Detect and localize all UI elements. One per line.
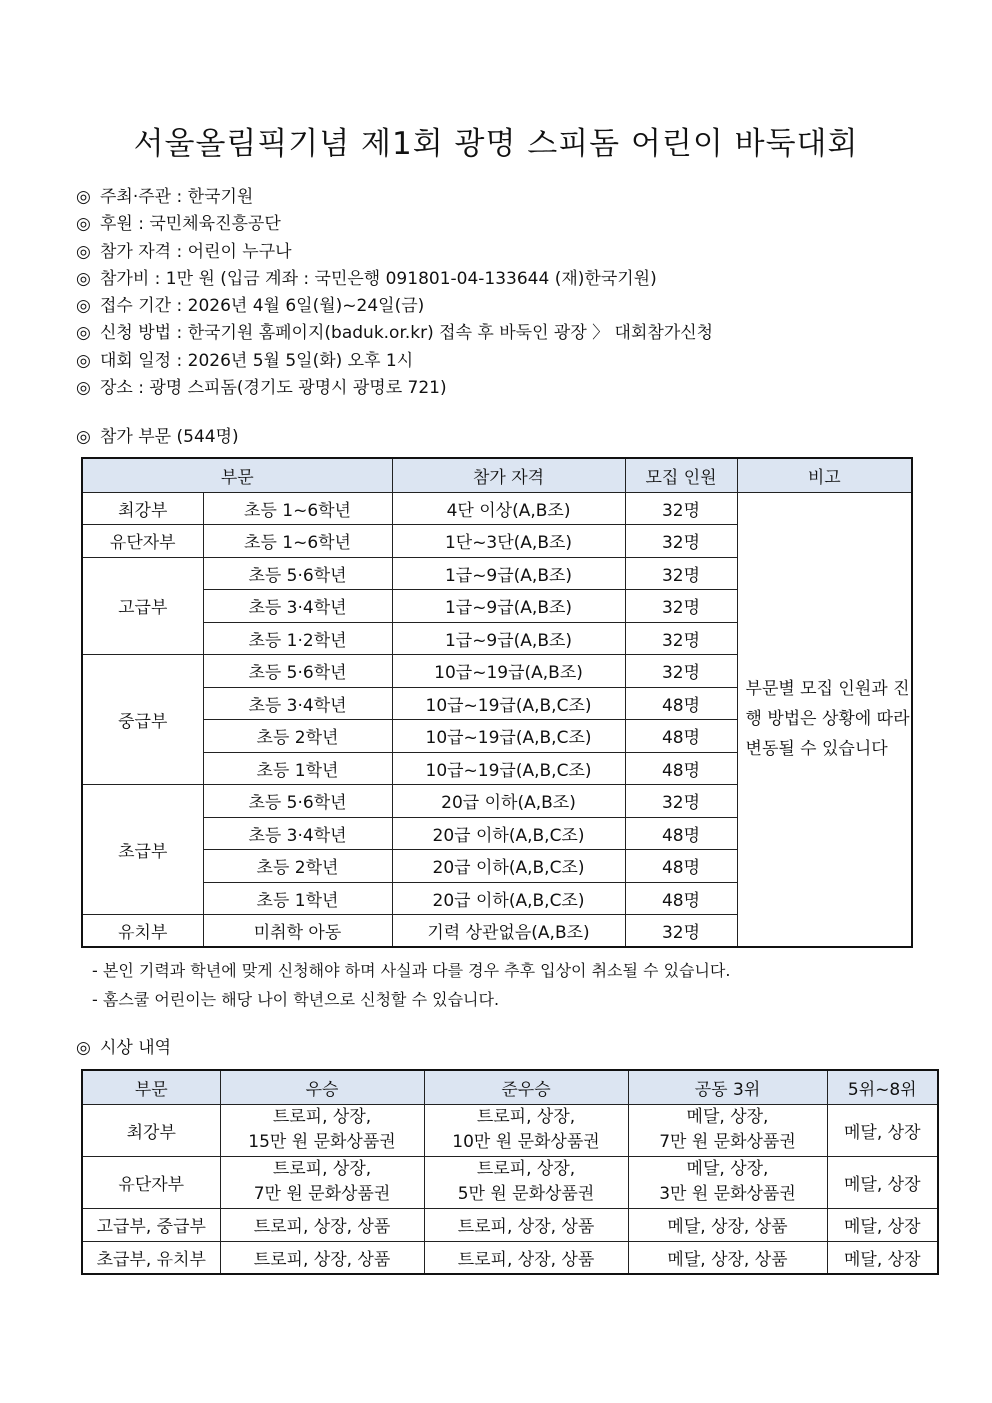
level-cell: 10급~19급(A,B,C조) (392, 687, 625, 720)
second-prize-cell: 트로피, 상장, 상품 (424, 1241, 628, 1274)
info-item-host: ◎ 주최·주관 : 한국기원 (76, 184, 936, 211)
count-cell: 48명 (625, 687, 737, 720)
level-cell: 4단 이상(A,B조) (392, 492, 625, 525)
level-cell: 20급 이하(A,B,C조) (392, 882, 625, 915)
grade-cell: 초등 5·6학년 (203, 655, 392, 688)
level-cell: 20급 이하(A,B조) (392, 785, 625, 818)
awards-section-heading: ◎ 시상 내역 (76, 1038, 172, 1058)
division-cell: 유단자부 (82, 1156, 220, 1208)
third-prize-cell: 메달, 상장, 3만 원 문화상품권 (628, 1156, 827, 1208)
header-fifth-eighth: 5위~8위 (827, 1070, 938, 1104)
notes (92, 956, 730, 1014)
count-cell: 32명 (625, 622, 737, 655)
header-eligibility: 참가 자격 (392, 458, 625, 492)
level-cell: 1단~3단(A,B조) (392, 525, 625, 558)
division-cell: 최강부 (82, 1104, 220, 1156)
level-cell: 10급~19급(A,B,C조) (392, 720, 625, 753)
grade-cell: 초등 5·6학년 (203, 557, 392, 590)
bullet-icon: ◎ (76, 427, 91, 447)
header-division: 부문 (82, 1070, 220, 1104)
info-item-eligibility: ◎ 참가 자격 : 어린이 누구나 (76, 239, 936, 266)
bullet-icon: ◎ (76, 268, 91, 289)
third-prize-cell: 메달, 상장, 7만 원 문화상품권 (628, 1104, 827, 1156)
table-row (82, 1208, 938, 1241)
count-cell: 48명 (625, 752, 737, 785)
grade-cell: 초등 1학년 (203, 882, 392, 915)
info-item-method: ◎ 신청 방법 : 한국기원 홈페이지(baduk.or.kr) 접속 후 바둑인 광장 〉 대회참가신청 (76, 320, 936, 347)
fifth-prize-cell: 메달, 상장 (827, 1156, 938, 1208)
table-row (82, 1156, 938, 1208)
header-capacity: 모집 인원 (625, 458, 737, 492)
first-prize-cell: 트로피, 상장, 7만 원 문화상품권 (220, 1156, 424, 1208)
level-cell: 10급~19급(A,B,C조) (392, 752, 625, 785)
grade-cell: 초등 1학년 (203, 752, 392, 785)
note-item: - 홈스쿨 어린이는 해당 나이 학년으로 신청할 수 있습니다. (92, 990, 500, 1009)
count-cell: 32명 (625, 590, 737, 623)
grade-cell: 미취학 아동 (203, 915, 392, 948)
third-prize-cell: 메달, 상장, 상품 (628, 1241, 827, 1274)
count-cell: 48명 (625, 850, 737, 883)
info-list (76, 184, 936, 402)
grade-cell: 초등 3·4학년 (203, 590, 392, 623)
second-prize-cell: 트로피, 상장, 10만 원 문화상품권 (424, 1104, 628, 1156)
fifth-prize-cell: 메달, 상장 (827, 1241, 938, 1274)
grade-cell: 초등 2학년 (203, 850, 392, 883)
info-item-period: ◎ 접수 기간 : 2026년 4월 6일(월)~24일(금) (76, 293, 936, 320)
grade-cell: 초등 3·4학년 (203, 687, 392, 720)
table-row (82, 1104, 938, 1156)
remark-cell: 부문별 모집 인원과 진행 방법은 상황에 따라 변동될 수 있습니다 (737, 492, 912, 947)
table-row (82, 492, 912, 525)
level-cell: 10급~19급(A,B조) (392, 655, 625, 688)
bullet-icon: ◎ (76, 214, 91, 235)
note-item: - 본인 기력과 학년에 맞게 신청해야 하며 사실과 다를 경우 추후 입상이 취소될 수 있습니다. (92, 961, 731, 980)
header-remark: 비고 (737, 458, 912, 492)
group-cell: 고급부 (82, 557, 203, 655)
bullet-icon: ◎ (76, 187, 91, 207)
division-cell: 초급부, 유치부 (82, 1241, 220, 1274)
count-cell: 32명 (625, 655, 737, 688)
header-first: 우승 (220, 1070, 424, 1104)
table-header-row (82, 458, 912, 492)
count-cell: 32명 (625, 785, 737, 818)
first-prize-cell: 트로피, 상장, 상품 (220, 1241, 424, 1274)
fifth-prize-cell: 메달, 상장 (827, 1104, 938, 1156)
first-prize-cell: 트로피, 상장, 15만 원 문화상품권 (220, 1104, 424, 1156)
division-cell: 고급부, 중급부 (82, 1208, 220, 1241)
grade-cell: 초등 3·4학년 (203, 817, 392, 850)
count-cell: 48명 (625, 720, 737, 753)
bullet-icon: ◎ (76, 296, 91, 317)
count-cell: 32명 (625, 525, 737, 558)
awards-table (81, 1069, 939, 1275)
info-item-sponsor: ◎ 후원 : 국민체육진흥공단 (76, 211, 936, 238)
level-cell: 1급~9급(A,B조) (392, 590, 625, 623)
divisions-table (81, 457, 913, 948)
count-cell: 32명 (625, 915, 737, 948)
fifth-prize-cell: 메달, 상장 (827, 1208, 938, 1241)
grade-cell: 초등 5·6학년 (203, 785, 392, 818)
group-cell: 유치부 (82, 915, 203, 948)
info-item-fee: ◎ 참가비 : 1만 원 (입금 계좌 : 국민은행 091801-04-133644 (재)한국기원) (76, 266, 936, 293)
first-prize-cell: 트로피, 상장, 상품 (220, 1208, 424, 1241)
second-prize-cell: 트로피, 상장, 5만 원 문화상품권 (424, 1156, 628, 1208)
bullet-icon: ◎ (76, 350, 91, 371)
grade-cell: 초등 1~6학년 (203, 492, 392, 525)
header-division: 부문 (82, 458, 392, 492)
third-prize-cell: 메달, 상장, 상품 (628, 1208, 827, 1241)
bullet-icon: ◎ (76, 378, 91, 399)
count-cell: 32명 (625, 492, 737, 525)
group-cell: 최강부 (82, 492, 203, 525)
group-cell: 초급부 (82, 785, 203, 915)
group-cell: 유단자부 (82, 525, 203, 558)
divisions-section-heading: ◎ 참가 부문 (544명) (76, 427, 239, 447)
grade-cell: 초등 1·2학년 (203, 622, 392, 655)
header-third: 공동 3위 (628, 1070, 827, 1104)
level-cell: 20급 이하(A,B,C조) (392, 850, 625, 883)
table-row (82, 1241, 938, 1274)
header-second: 준우승 (424, 1070, 628, 1104)
count-cell: 32명 (625, 557, 737, 590)
level-cell: 1급~9급(A,B조) (392, 622, 625, 655)
bullet-icon: ◎ (76, 241, 91, 262)
level-cell: 기력 상관없음(A,B조) (392, 915, 625, 948)
grade-cell: 초등 1~6학년 (203, 525, 392, 558)
table-header-row (82, 1070, 938, 1104)
second-prize-cell: 트로피, 상장, 상품 (424, 1208, 628, 1241)
info-item-schedule: ◎ 대회 일정 : 2026년 5월 5일(화) 오후 1시 (76, 348, 936, 375)
page-title: 서울올림픽기념 제1회 광명 스피돔 어린이 바둑대회 (133, 126, 859, 162)
level-cell: 20급 이하(A,B,C조) (392, 817, 625, 850)
bullet-icon: ◎ (76, 323, 91, 344)
level-cell: 1급~9급(A,B조) (392, 557, 625, 590)
count-cell: 48명 (625, 817, 737, 850)
grade-cell: 초등 2학년 (203, 720, 392, 753)
group-cell: 중급부 (82, 655, 203, 785)
count-cell: 48명 (625, 882, 737, 915)
info-item-venue: ◎ 장소 : 광명 스피돔(경기도 광명시 광명로 721) (76, 375, 936, 402)
bullet-icon: ◎ (76, 1038, 91, 1058)
